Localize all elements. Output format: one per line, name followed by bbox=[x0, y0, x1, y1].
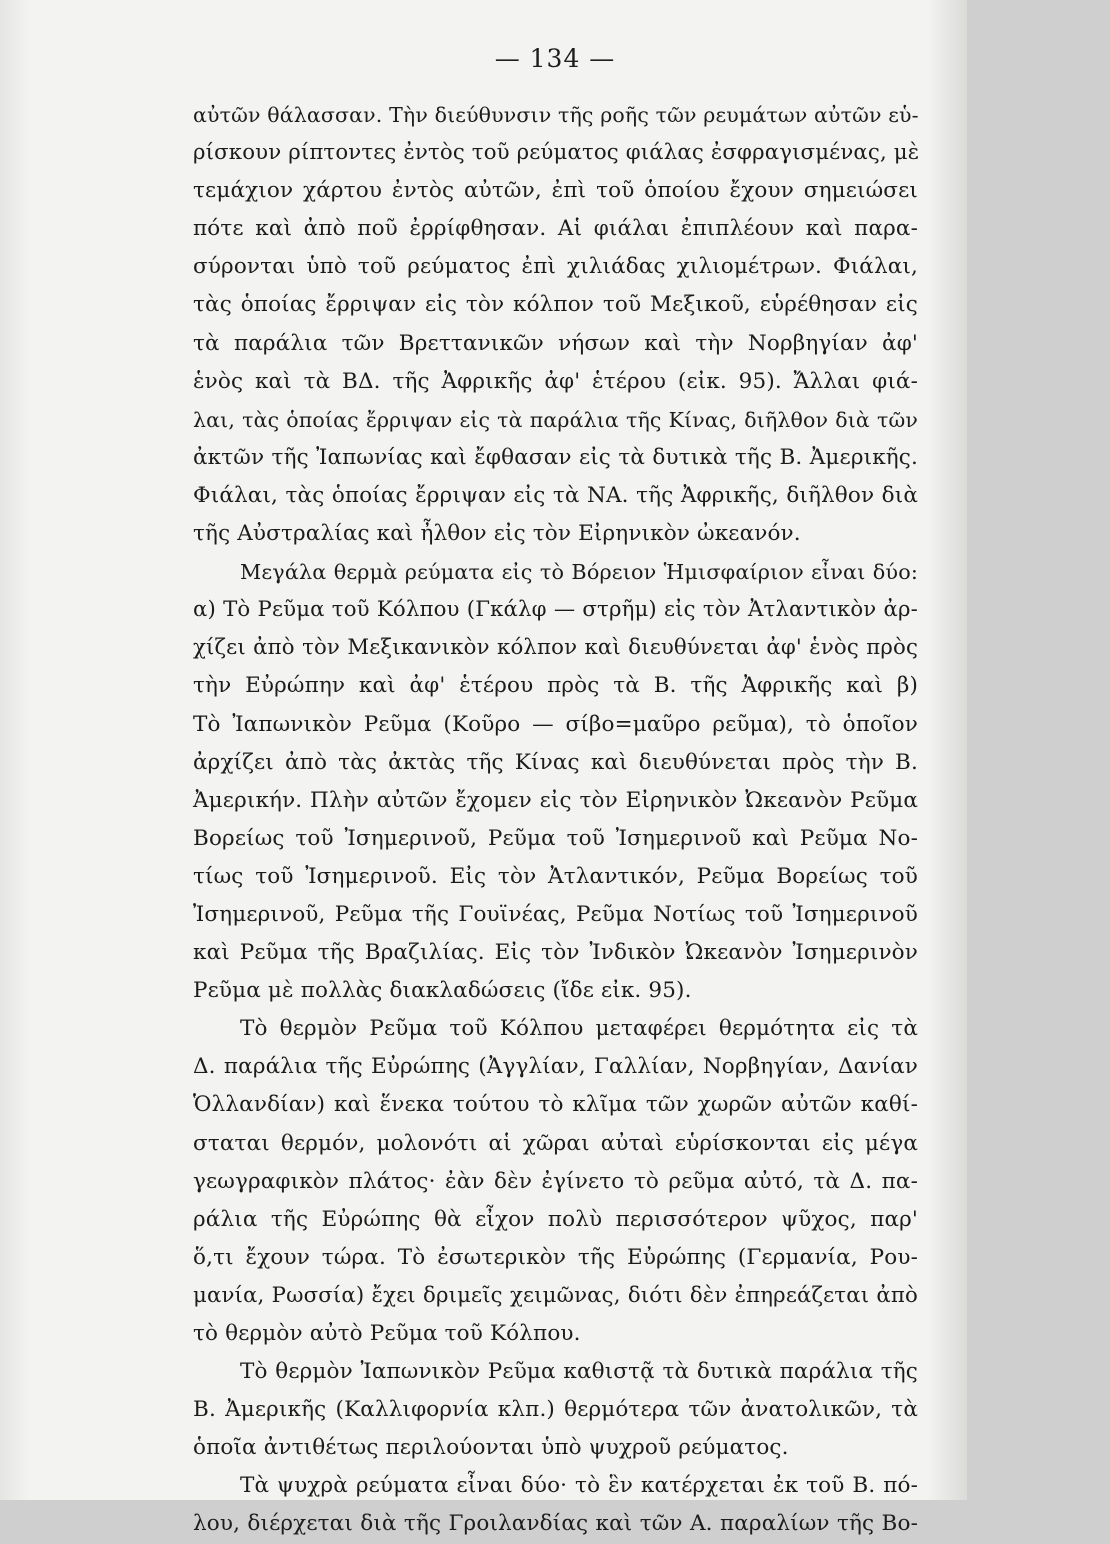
page-number: — 134 — bbox=[494, 44, 616, 73]
text-line: α) Τὸ Ρεῦμα τοῦ Κόλπου (Γκάλφ — στρῆμ) εἰς τὸν Ἀτλαντικὸν ἀρ- bbox=[193, 597, 918, 623]
text-line: ράλια τῆς Εὐρώπης θὰ εἶχον πολὺ περισσότερον ψῦχος, παρ' bbox=[193, 1206, 918, 1232]
text-line: Δ. παράλια τῆς Εὐρώπης (Ἀγγλίαν, Γαλλίαν, Νορβηγίαν, Δανίαν bbox=[193, 1054, 918, 1080]
text-line: σταται θερμόν, μολονότι αἱ χῶραι αὐταὶ εὑρίσκονται εἰς μέγα bbox=[193, 1130, 918, 1156]
text-line: Βορείως τοῦ Ἰσημερινοῦ, Ρεῦμα τοῦ Ἰσημερινοῦ καὶ Ρεῦμα Νο- bbox=[193, 825, 918, 851]
text-line: καὶ Ρεῦμα τῆς Βραζιλίας. Εἰς τὸν Ἰνδικὸν Ὠκεανὸν Ἰσημερινὸν bbox=[193, 940, 918, 966]
text-line: Τὸ θερμὸν Ρεῦμα τοῦ Κόλπου μεταφέρει θερμότητα εἰς τὰ bbox=[240, 1016, 918, 1042]
text-line: χίζει ἀπὸ τὸν Μεξικανικὸν κόλπον καὶ διευθύνεται ἀφ' ἑνὸς πρὸς bbox=[193, 635, 918, 661]
text-line: λου, διέρχεται διὰ τῆς Γροιλανδίας καὶ τῶν Α. παραλίων τῆς Βο- bbox=[193, 1511, 918, 1537]
text-line: αὐτῶν θάλασσαν. Τὴν διεύθυνσιν τῆς ροῆς τῶν ρευμάτων αὐτῶν εὑ- bbox=[193, 103, 919, 127]
text-line: Τὸ θερμὸν Ἰαπωνικὸν Ρεῦμα καθιστᾷ τὰ δυτικὰ παράλια τῆς bbox=[240, 1359, 918, 1385]
text-line: ὁποῖα ἀντιθέτως περιλούονται ὑπὸ ψυχροῦ ρεύματος. bbox=[193, 1435, 789, 1461]
text-line: Τὸ Ἰαπωνικὸν Ρεῦμα (Κοῦρο — σίβο=μαῦρο ρεῦμα), τὸ ὁποῖον bbox=[193, 711, 918, 737]
text-line: Μεγάλα θερμὰ ρεύματα εἰς τὸ Βόρειον Ἡμισφαίριον εἶναι δύο: bbox=[240, 560, 918, 585]
text-line: Ὁλλανδίαν) καὶ ἕνεκα τούτου τὸ κλῖμα τῶν χωρῶν αὐτῶν καθί- bbox=[193, 1092, 918, 1118]
text-line: λαι, τὰς ὁποίας ἔρριψαν εἰς τὰ παράλια τῆς Κίνας, διῆλθον διὰ τῶν bbox=[193, 407, 918, 432]
text-line: τεμάχιον χάρτου ἐντὸς αὐτῶν, ἐπὶ τοῦ ὁποίου ἔχουν σημειώσει bbox=[193, 178, 918, 204]
text-line: τὴν Εὐρώπην καὶ ἀφ' ἑτέρου πρὸς τὰ Β. τῆς Ἀφρικῆς καὶ β) bbox=[193, 673, 918, 699]
body-text bbox=[193, 96, 918, 1544]
text-line: Ἰσημερινοῦ, Ρεῦμα τῆς Γουϊνέας, Ρεῦμα Νοτίως τοῦ Ἰσημερινοῦ bbox=[193, 901, 918, 927]
text-line: τὰ παράλια τῶν Βρεττανικῶν νήσων καὶ τὴν Νορβηγίαν ἀφ' bbox=[193, 330, 918, 356]
text-line: τὰς ὁποίας ἔρριψαν εἰς τὸν κόλπον τοῦ Μεξικοῦ, εὑρέθησαν εἰς bbox=[193, 292, 918, 318]
text-line: Β. Ἀμερικῆς (Καλλιφορνία κλπ.) θερμότερα τῶν ἀνατολικῶν, τὰ bbox=[193, 1397, 918, 1423]
text-line: Τὰ ψυχρὰ ρεύματα εἶναι δύο· τὸ ἓν κατέρχεται ἐκ τοῦ Β. πό- bbox=[240, 1473, 918, 1499]
text-line: Ρεῦμα μὲ πολλὰς διακλαδώσεις (ἴδε εἰκ. 95). bbox=[193, 978, 692, 1004]
text-line: τίως τοῦ Ἰσημερινοῦ. Εἰς τὸν Ἀτλαντικόν, Ρεῦμα Βορείως τοῦ bbox=[193, 863, 918, 889]
text-line: πότε καὶ ἀπὸ ποῦ ἐρρίφθησαν. Αἱ φιάλαι ἐπιπλέουν καὶ παρα- bbox=[193, 216, 918, 242]
text-line: ἀκτῶν τῆς Ἰαπωνίας καὶ ἔφθασαν εἰς τὰ δυτικὰ τῆς Β. Ἀμερικῆς. bbox=[193, 444, 918, 470]
text-line: τῆς Αὐστραλίας καὶ ἦλθον εἰς τὸν Εἰρηνικὸν ὠκεανόν. bbox=[193, 521, 801, 547]
text-line: ρίσκουν ρίπτοντες ἐντὸς τοῦ ρεύματος φιάλας ἐσφραγισμένας, μὲ bbox=[193, 140, 920, 166]
text-line: ἑνὸς καὶ τὰ ΒΔ. τῆς Ἀφρικῆς ἀφ' ἑτέρου (εἰκ. 95). Ἄλλαι φιά- bbox=[193, 368, 918, 394]
text-line: γεωγραφικὸν πλάτος· ἐὰν δὲν ἐγίνετο τὸ ρεῦμα αὐτό, τὰ Δ. πα- bbox=[193, 1168, 918, 1194]
text-line: Ἀμερικήν. Πλὴν αὐτῶν ἔχομεν εἰς τὸν Εἰρηνικὸν Ὠκεανὸν Ρεῦμα bbox=[193, 787, 918, 813]
text-line: μανία, Ρωσσία) ἔχει δριμεῖς χειμῶνας, διότι δὲν ἐπηρεάζεται ἀπὸ bbox=[193, 1282, 918, 1308]
text-line: ἀρχίζει ἀπὸ τὰς ἀκτὰς τῆς Κίνας καὶ διευθύνεται πρὸς τὴν Β. bbox=[193, 749, 918, 775]
text-line: τὸ θερμὸν αὐτὸ Ρεῦμα τοῦ Κόλπου. bbox=[193, 1321, 581, 1346]
text-line: ὅ,τι ἔχουν τώρα. Τὸ ἐσωτερικὸν τῆς Εὐρώπης (Γερμανία, Ρου- bbox=[193, 1244, 918, 1270]
text-line: Φιάλαι, τὰς ὁποίας ἔρριψαν εἰς τὰ ΝΑ. τῆς Ἀφρικῆς, διῆλθον διὰ bbox=[193, 482, 918, 508]
text-line: σύρονται ὑπὸ τοῦ ρεύματος ἐπὶ χιλιάδας χιλιομέτρων. Φιάλαι, bbox=[193, 254, 918, 280]
